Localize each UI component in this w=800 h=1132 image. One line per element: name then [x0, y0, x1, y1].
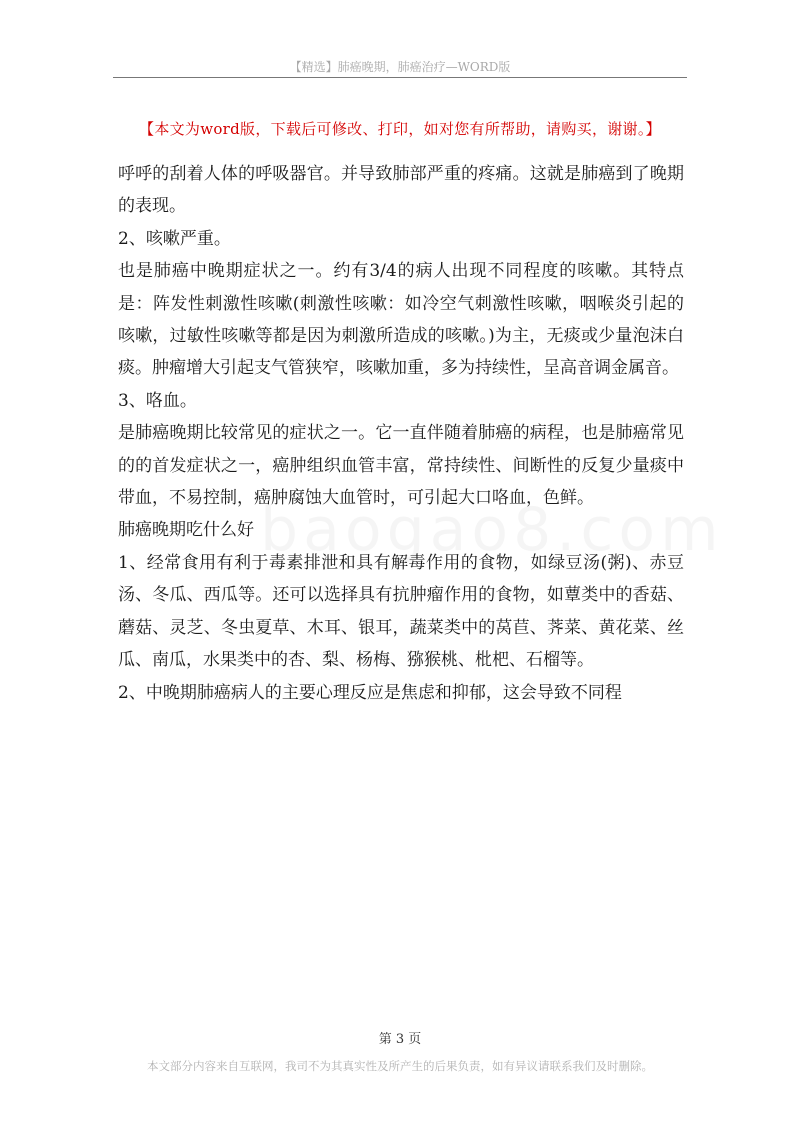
header-divider: [113, 77, 687, 78]
page-header-title: 【精选】肺癌晚期，肺癌治疗—WORD版: [289, 60, 511, 74]
page-number: 第 3 页: [378, 1032, 422, 1047]
paragraph: 2、中晚期肺癌病人的主要心理反应是焦虑和抑郁，这会导致不同程: [118, 682, 622, 703]
section-heading: 2、咳嗽严重。: [118, 228, 231, 249]
purchase-notice: 【本文为word版，下载后可修改、打印，如对您有所帮助，请购买，谢谢。】: [139, 120, 661, 138]
document-body: [118, 158, 684, 709]
paragraph: 也是肺癌中晚期症状之一。约有3/4的病人出现不同程度的咳嗽。其特点是：阵发性刺激性咳嗽(刺激性咳嗽：如冷空气刺激性咳嗽，咽喉炎引起的咳嗽，过敏性咳嗽等都是因为刺激所造成的咳嗽。)为主，无痰或少量泡沫白痰。肿瘤增大引起支气管狭窄，咳嗽加重，多为持续性，呈高音调金属音。: [118, 261, 684, 379]
section-heading: 3、咯血。: [118, 390, 197, 411]
paragraph: 1、经常食用有利于毒素排泄和具有解毒作用的食物，如绿豆汤(粥)、赤豆汤、冬瓜、西瓜等。还可以选择具有抗肿瘤作用的食物，如蕈类中的香菇、蘑菇、灵芝、冬虫夏草、木耳、银耳，蔬菜类中的莴苣、荠菜、黄花菜、丝瓜、南瓜，水果类中的杏、梨、杨梅、猕猴桃、枇杷、石榴等。: [118, 552, 684, 671]
paragraph: 是肺癌晚期比较常见的症状之一。它一直伴随着肺癌的病程，也是肺癌常见的的首发症状之一，癌肿组织血管丰富，常持续性、间断性的反复少量痰中带血，不易控制，癌肿腐蚀大血管时，可引起大口咯血，色鲜。: [118, 423, 684, 509]
footer-disclaimer: 本文部分内容来自互联网，我司不为其真实性及所产生的后果负责，如有异议请联系我们及时删除。: [147, 1059, 653, 1073]
section-heading: 肺癌晚期吃什么好: [118, 520, 254, 541]
paragraph: 呼呼的刮着人体的呼吸器官。并导致肺部严重的疼痛。这就是肺癌到了晚期的表现。: [118, 164, 684, 217]
